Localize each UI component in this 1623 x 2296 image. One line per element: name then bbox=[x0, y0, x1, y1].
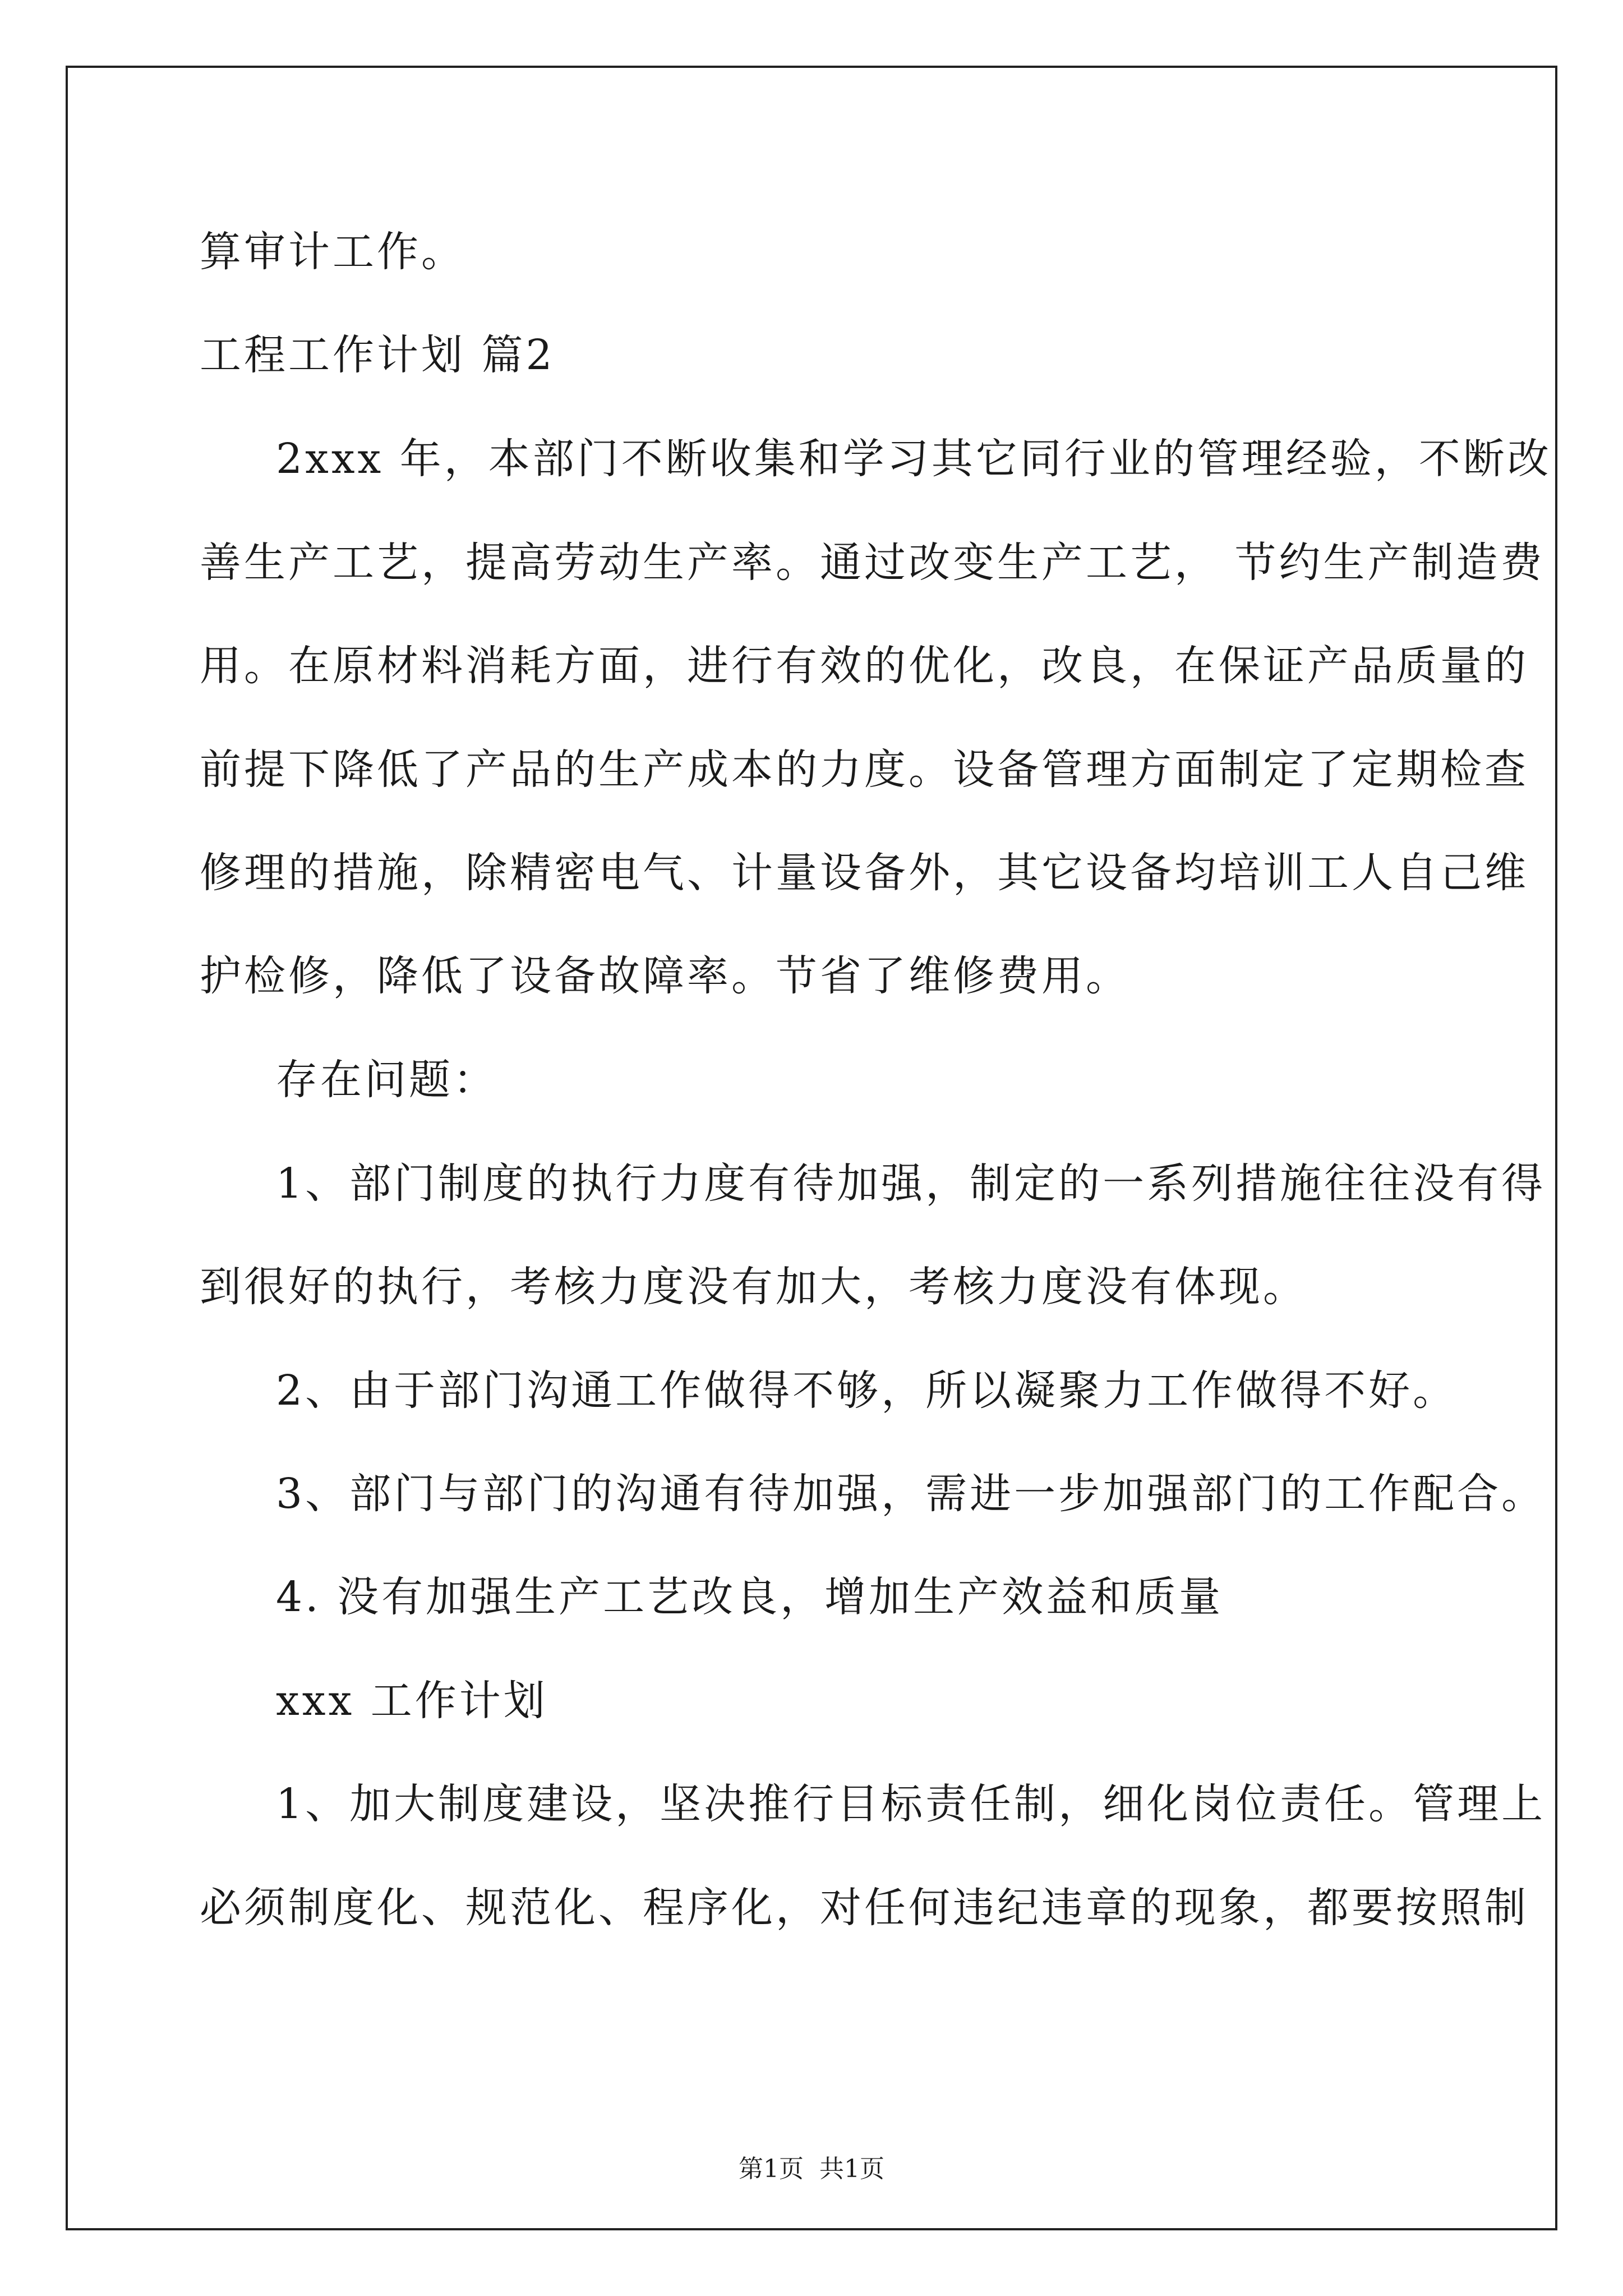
paragraph-line-3: 用。在原材料消耗方面，进行有效的优化，改良，在保证产品质量的 bbox=[200, 642, 1529, 690]
issue-4: 4. 没有加强生产工艺改良，增加生产效益和质量 bbox=[276, 1573, 1224, 1621]
plan-heading: xxx 工作计划 bbox=[276, 1677, 548, 1725]
issue-1-line-2: 到很好的执行，考核力度没有加大，考核力度没有体现。 bbox=[200, 1263, 1307, 1311]
text-line-1: 算审计工作。 bbox=[200, 228, 465, 276]
paragraph-line-2: 善生产工艺，提高劳动生产率。通过改变生产工艺， 节约生产制造费 bbox=[200, 539, 1545, 587]
section-heading: 工程工作计划 篇2 bbox=[200, 331, 555, 379]
paragraph-line-5: 修理的措施，除精密电气、计量设备外，其它设备均培训工人自己维 bbox=[200, 849, 1529, 897]
page-number-footer: 第1页 共1页 bbox=[739, 2155, 884, 2183]
issue-2: 2、由于部门沟通工作做得不够，所以凝聚力工作做得不好。 bbox=[276, 1366, 1458, 1415]
issue-1-line-1: 1、部门制度的执行力度有待加强，制定的一系列措施往往没有得 bbox=[276, 1159, 1546, 1208]
plan-1-line-1: 1、加大制度建设，坚决推行目标责任制，细化岗位责任。管理上 bbox=[276, 1780, 1546, 1828]
issues-heading: 存在问题： bbox=[276, 1056, 497, 1104]
paragraph-line-6: 护检修，降低了设备故障率。节省了维修费用。 bbox=[200, 952, 1130, 1000]
issue-3: 3、部门与部门的沟通有待加强，需进一步加强部门的工作配合。 bbox=[276, 1470, 1546, 1518]
paragraph-line-4: 前提下降低了产品的生产成本的力度。设备管理方面制定了定期检查 bbox=[200, 746, 1529, 794]
plan-1-line-2: 必须制度化、规范化、程序化，对任何违纪违章的现象，都要按照制 bbox=[200, 1884, 1529, 1932]
paragraph-line-1: 2xxx 年，本部门不断收集和学习其它同行业的管理经验，不断改 bbox=[276, 435, 1552, 483]
